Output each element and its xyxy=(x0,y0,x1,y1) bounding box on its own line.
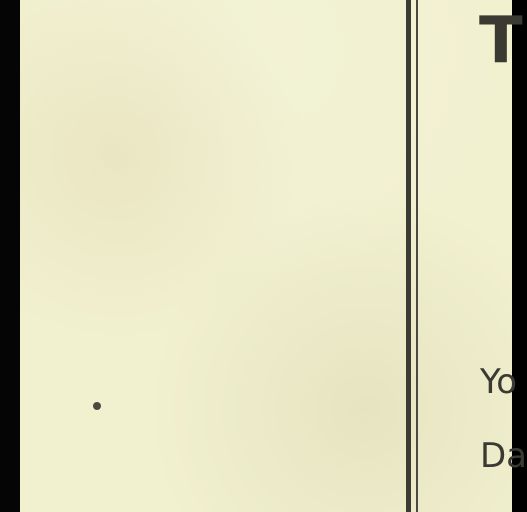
ink-speck xyxy=(93,402,101,410)
document-text-line-1: Yo xyxy=(480,362,518,402)
paper-sheet xyxy=(20,0,512,512)
vertical-border-rule-outer xyxy=(406,0,411,512)
left-binding-edge xyxy=(0,0,20,512)
vertical-border-rule-inner xyxy=(416,0,418,512)
document-heading: T xyxy=(479,4,523,78)
document-text-line-2: Da xyxy=(480,436,527,476)
